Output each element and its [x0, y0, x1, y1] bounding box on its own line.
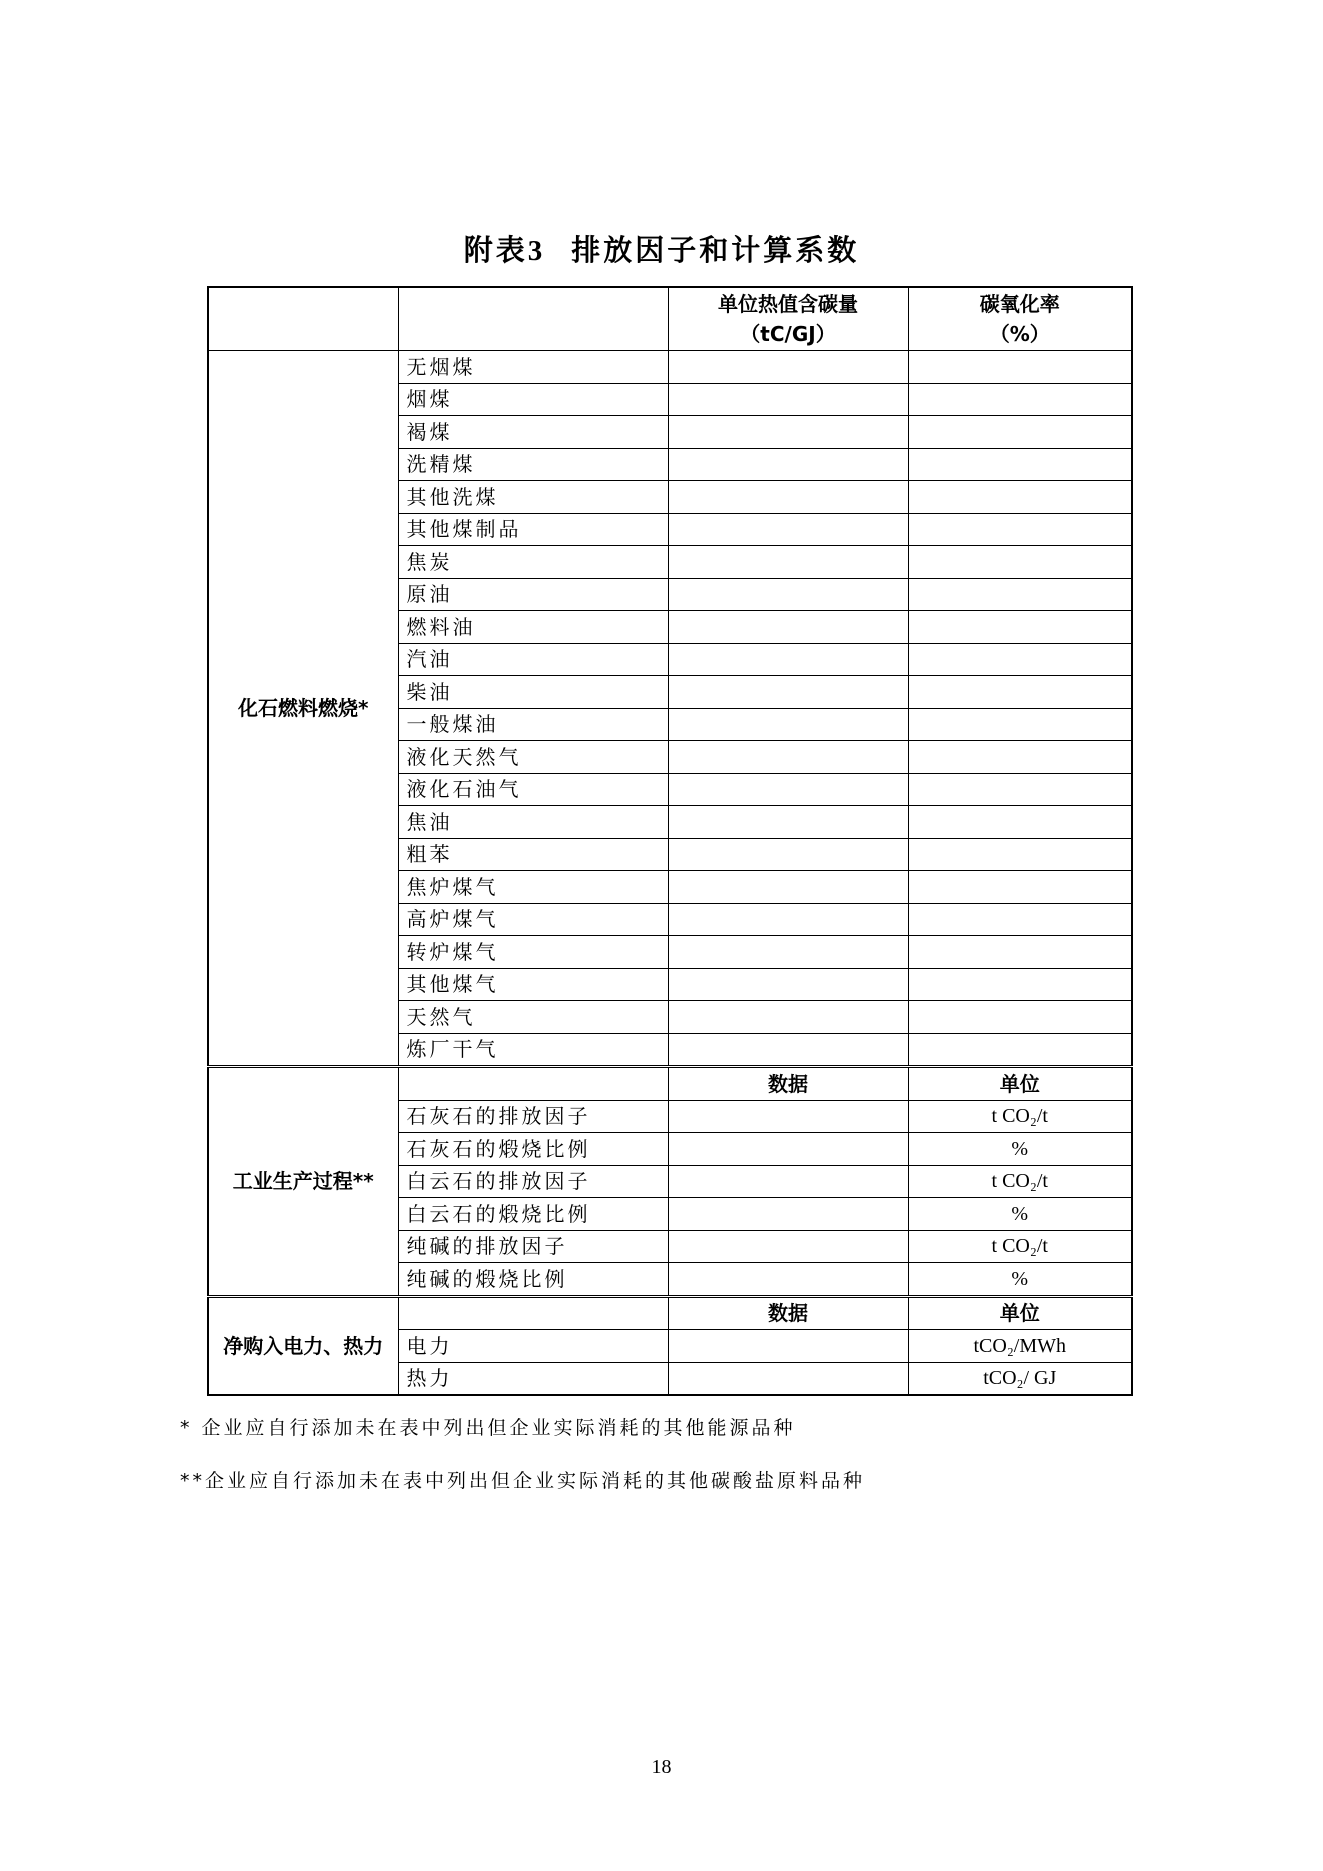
title-prefix: 附表 — [463, 233, 528, 267]
oxidation-rate-cell — [908, 448, 1132, 481]
oxidation-rate-cell — [908, 806, 1132, 839]
carbon-content-cell — [668, 1001, 908, 1034]
fuel-name: 液化石油气 — [398, 773, 668, 806]
fuel-name: 无烟煤 — [398, 351, 668, 384]
oxidation-rate-cell — [908, 936, 1132, 969]
carbon-content-cell — [668, 1033, 908, 1067]
oxidation-rate-cell — [908, 838, 1132, 871]
header-oxidation-rate — [908, 287, 1132, 351]
unit-column-header: 单位 — [908, 1296, 1132, 1330]
parameter-name: 石灰石的煅烧比例 — [398, 1133, 668, 1166]
carbon-content-cell — [668, 741, 908, 774]
data-column-header: 数据 — [668, 1296, 908, 1330]
parameter-name: 白云石的排放因子 — [398, 1165, 668, 1198]
carbon-content-cell — [668, 903, 908, 936]
data-column-header: 数据 — [668, 1067, 908, 1101]
fuel-name: 焦油 — [398, 806, 668, 839]
unit-cell: % — [908, 1133, 1132, 1166]
oxidation-rate-cell — [908, 903, 1132, 936]
fuel-name: 其他洗煤 — [398, 481, 668, 514]
unit-cell: tCO₂/MWh — [908, 1330, 1132, 1363]
page-title — [0, 228, 1323, 269]
carbon-content-cell — [668, 416, 908, 449]
fuel-name: 烟煤 — [398, 383, 668, 416]
carbon-content-cell — [668, 838, 908, 871]
carbon-content-cell — [668, 676, 908, 709]
oxidation-rate-cell — [908, 708, 1132, 741]
header-carbon-content-label: 单位热值含碳量 — [718, 292, 858, 316]
fuel-name: 高炉煤气 — [398, 903, 668, 936]
fuel-name: 一般煤油 — [398, 708, 668, 741]
carbon-content-cell — [668, 546, 908, 579]
section-header-row — [208, 1067, 1132, 1101]
oxidation-rate-cell — [908, 513, 1132, 546]
fuel-name: 天然气 — [398, 1001, 668, 1034]
section-header-blank — [398, 1067, 668, 1101]
oxidation-rate-cell — [908, 643, 1132, 676]
unit-cell: t CO₂/t — [908, 1230, 1132, 1263]
fuel-name: 其他煤气 — [398, 968, 668, 1001]
oxidation-rate-cell — [908, 611, 1132, 644]
header-blank-2 — [398, 287, 668, 351]
parameter-name: 白云石的煅烧比例 — [398, 1198, 668, 1231]
fuel-name: 褐煤 — [398, 416, 668, 449]
unit-cell: % — [908, 1198, 1132, 1231]
section-header-blank — [398, 1296, 668, 1330]
group-fossil-fuel: 化石燃料燃烧* — [208, 351, 398, 1067]
data-cell — [668, 1165, 908, 1198]
carbon-content-cell — [668, 968, 908, 1001]
parameter-name: 纯碱的煅烧比例 — [398, 1263, 668, 1297]
parameter-name: 电力 — [398, 1330, 668, 1363]
fuel-name: 粗苯 — [398, 838, 668, 871]
oxidation-rate-cell — [908, 968, 1132, 1001]
fuel-name: 燃料油 — [398, 611, 668, 644]
page-number: 18 — [651, 1756, 672, 1778]
oxidation-rate-cell — [908, 546, 1132, 579]
parameter-name: 纯碱的排放因子 — [398, 1230, 668, 1263]
title-number: 3 — [527, 235, 546, 267]
carbon-content-cell — [668, 936, 908, 969]
group-industrial-process: 工业生产过程** — [208, 1067, 398, 1297]
fuel-name: 液化天然气 — [398, 741, 668, 774]
header-carbon-content — [668, 287, 908, 351]
fuel-name: 柴油 — [398, 676, 668, 709]
oxidation-rate-cell — [908, 351, 1132, 384]
carbon-content-cell — [668, 806, 908, 839]
parameter-name: 石灰石的排放因子 — [398, 1100, 668, 1133]
section-header-row — [208, 1296, 1132, 1330]
fuel-name: 焦炉煤气 — [398, 871, 668, 904]
unit-cell: % — [908, 1263, 1132, 1297]
emission-factor-table — [207, 286, 1133, 1396]
header-blank-1 — [208, 287, 398, 351]
fuel-name: 焦炭 — [398, 546, 668, 579]
table-row — [208, 351, 1132, 384]
unit-cell: t CO₂/t — [908, 1100, 1132, 1133]
header-oxidation-rate-unit: （%） — [989, 322, 1050, 346]
header-carbon-content-unit: （tC/GJ） — [740, 322, 836, 346]
oxidation-rate-cell — [908, 578, 1132, 611]
footnote-carbonate: **企业应自行添加未在表中列出但企业实际消耗的其他碳酸盐原料品种 — [180, 1470, 866, 1492]
carbon-content-cell — [668, 578, 908, 611]
fuel-name: 其他煤制品 — [398, 513, 668, 546]
carbon-content-cell — [668, 448, 908, 481]
carbon-content-cell — [668, 773, 908, 806]
fuel-name: 炼厂干气 — [398, 1033, 668, 1067]
group-purchased-electricity-heat: 净购入电力、热力 — [208, 1296, 398, 1395]
carbon-content-cell — [668, 383, 908, 416]
carbon-content-cell — [668, 611, 908, 644]
carbon-content-cell — [668, 643, 908, 676]
data-cell — [668, 1330, 908, 1363]
data-cell — [668, 1133, 908, 1166]
fuel-name: 汽油 — [398, 643, 668, 676]
oxidation-rate-cell — [908, 676, 1132, 709]
oxidation-rate-cell — [908, 871, 1132, 904]
oxidation-rate-cell — [908, 773, 1132, 806]
data-cell — [668, 1362, 908, 1395]
oxidation-rate-cell — [908, 416, 1132, 449]
carbon-content-cell — [668, 513, 908, 546]
oxidation-rate-cell — [908, 1033, 1132, 1067]
footnote-energy: * 企业应自行添加未在表中列出但企业实际消耗的其他能源品种 — [180, 1417, 796, 1439]
unit-cell: tCO₂/ GJ — [908, 1362, 1132, 1395]
oxidation-rate-cell — [908, 741, 1132, 774]
fuel-name: 原油 — [398, 578, 668, 611]
oxidation-rate-cell — [908, 481, 1132, 514]
fuel-name: 洗精煤 — [398, 448, 668, 481]
carbon-content-cell — [668, 871, 908, 904]
table-header-row — [208, 287, 1132, 351]
oxidation-rate-cell — [908, 383, 1132, 416]
parameter-name: 热力 — [398, 1362, 668, 1395]
data-cell — [668, 1263, 908, 1297]
data-cell — [668, 1230, 908, 1263]
header-oxidation-rate-label: 碳氧化率 — [979, 292, 1060, 316]
fuel-name: 转炉煤气 — [398, 936, 668, 969]
carbon-content-cell — [668, 351, 908, 384]
title-text: 排放因子和计算系数 — [571, 233, 860, 267]
unit-cell: t CO₂/t — [908, 1165, 1132, 1198]
data-cell — [668, 1198, 908, 1231]
unit-column-header: 单位 — [908, 1067, 1132, 1101]
data-cell — [668, 1100, 908, 1133]
oxidation-rate-cell — [908, 1001, 1132, 1034]
carbon-content-cell — [668, 481, 908, 514]
carbon-content-cell — [668, 708, 908, 741]
